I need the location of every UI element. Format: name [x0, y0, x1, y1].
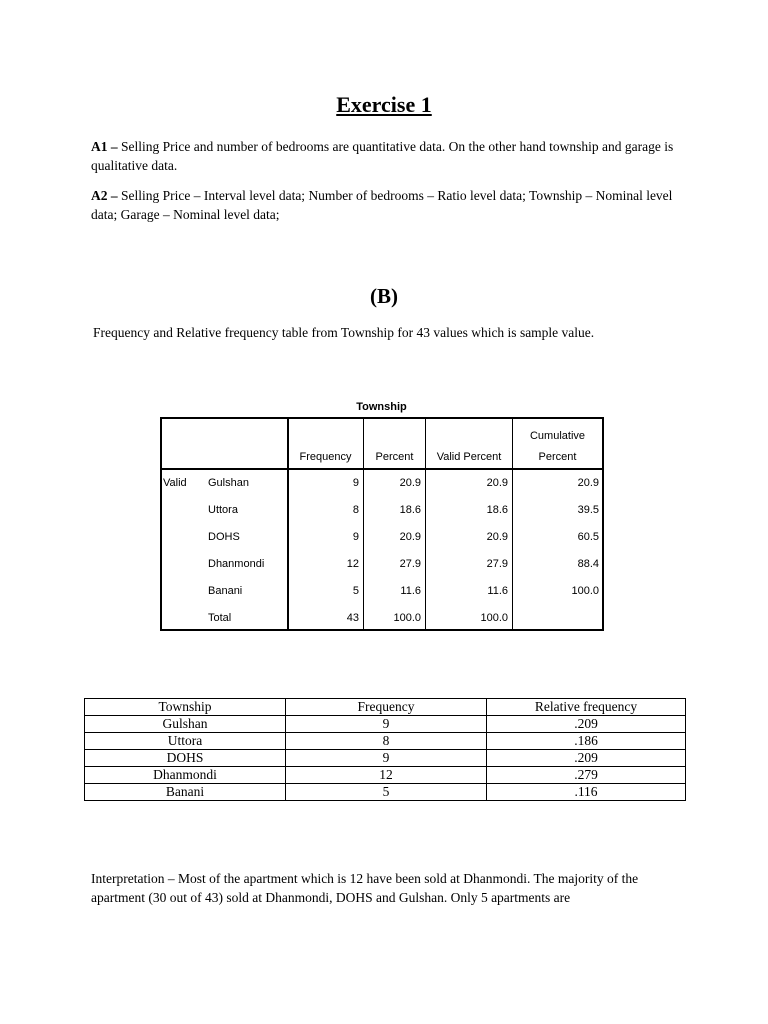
spss-frequency-cell: 9	[352, 531, 359, 543]
spss-percent-cell: 18.6	[399, 504, 421, 516]
a1-label: A1 –	[91, 139, 118, 154]
relative-frequency-cell: .209	[487, 716, 686, 733]
township-cell: Dhanmondi	[85, 767, 286, 784]
table-row	[85, 716, 686, 733]
township-cell: Banani	[85, 784, 286, 801]
spss-table-title: Township	[356, 401, 407, 413]
township-name-cell: DOHS	[208, 531, 240, 543]
township-cell: Gulshan	[85, 716, 286, 733]
spss-frequency-cell: 43	[346, 612, 359, 624]
table-row	[85, 733, 686, 750]
spss-valid-percent-cell: 27.9	[486, 558, 508, 570]
township-name-cell: Uttora	[208, 504, 238, 516]
a1-text: Selling Price and number of bedrooms are quantitative data. On the other hand township and garage is qualitative data.	[91, 139, 674, 173]
group-label-valid: Valid	[163, 477, 187, 489]
a2-text: Selling Price – Interval level data; Number of bedrooms – Ratio level data; Township – Nominal level data; Garage – Nominal level data;	[91, 188, 673, 222]
answer-a1	[91, 137, 691, 175]
table-row	[85, 767, 686, 784]
section-b-heading: (B)	[370, 284, 398, 308]
spss-cumulative-cell: 88.4	[577, 558, 599, 570]
interpretation-text	[91, 869, 691, 907]
header-percent: Percent	[375, 451, 414, 463]
spss-valid-percent-cell: 11.6	[487, 585, 508, 597]
spss-percent-cell: 27.9	[399, 558, 421, 570]
township-name-cell: Banani	[208, 585, 243, 597]
column-header: Relative frequency	[487, 699, 686, 716]
township-cell: Uttora	[85, 733, 286, 750]
spss-frequency-cell: 5	[352, 585, 359, 597]
header-valid-percent: Valid Percent	[436, 451, 502, 463]
answer-a2	[91, 186, 691, 224]
relative-frequency-cell: .186	[487, 733, 686, 750]
spss-frequency-cell: 12	[346, 558, 359, 570]
spss-percent-cell: 11.6	[400, 585, 421, 597]
relative-frequency-cell: .209	[487, 750, 686, 767]
table-row	[85, 784, 686, 801]
table-row	[85, 750, 686, 767]
relative-frequency-table	[84, 698, 686, 801]
spss-cumulative-cell: 20.9	[577, 477, 599, 489]
spss-percent-cell: 100.0	[393, 612, 421, 624]
township-name-cell: Dhanmondi	[208, 558, 265, 570]
spss-frequency-cell: 8	[352, 504, 359, 516]
interpretation-body: Most of the apartment which is 12 have been sold at Dhanmondi. The majority of the apartment (30 out of 43) sold at Dhanmondi, DOHS and Gulshan. Only 5 apartments are	[91, 871, 639, 905]
frequency-cell: 9	[286, 750, 487, 767]
frequency-cell: 12	[286, 767, 487, 784]
table-header-row	[85, 699, 686, 716]
township-cell: DOHS	[85, 750, 286, 767]
spss-percent-cell: 20.9	[399, 477, 421, 489]
page-title: Exercise 1	[336, 92, 432, 117]
spss-frequency-table	[160, 417, 604, 631]
spss-valid-percent-cell: 18.6	[486, 504, 508, 516]
header-cumulative: Cumulative	[529, 430, 586, 442]
frequency-cell: 9	[286, 716, 487, 733]
column-header: Township	[85, 699, 286, 716]
spss-cumulative-cell: 100.0	[571, 585, 599, 597]
a2-label: A2 –	[91, 188, 118, 203]
spss-cumulative-cell: 39.5	[577, 504, 599, 516]
frequency-cell: 5	[286, 784, 487, 801]
header-cumulative-percent: Percent	[538, 451, 577, 463]
township-name-cell: Gulshan	[208, 477, 249, 489]
intro-text: Frequency and Relative frequency table from Township for 43 values which is sample value.	[93, 325, 595, 340]
spss-frequency-cell: 9	[352, 477, 359, 489]
spss-cumulative-cell: 60.5	[577, 531, 599, 543]
interpretation-label: Interpretation –	[91, 871, 175, 886]
relative-frequency-cell: .116	[487, 784, 686, 801]
relative-frequency-cell: .279	[487, 767, 686, 784]
column-header: Frequency	[286, 699, 487, 716]
township-name-cell: Total	[208, 612, 232, 624]
spss-valid-percent-cell: 20.9	[486, 477, 508, 489]
spss-percent-cell: 20.9	[399, 531, 421, 543]
spss-valid-percent-cell: 100.0	[480, 612, 508, 624]
header-frequency: Frequency	[299, 451, 352, 463]
spss-valid-percent-cell: 20.9	[486, 531, 508, 543]
frequency-cell: 8	[286, 733, 487, 750]
